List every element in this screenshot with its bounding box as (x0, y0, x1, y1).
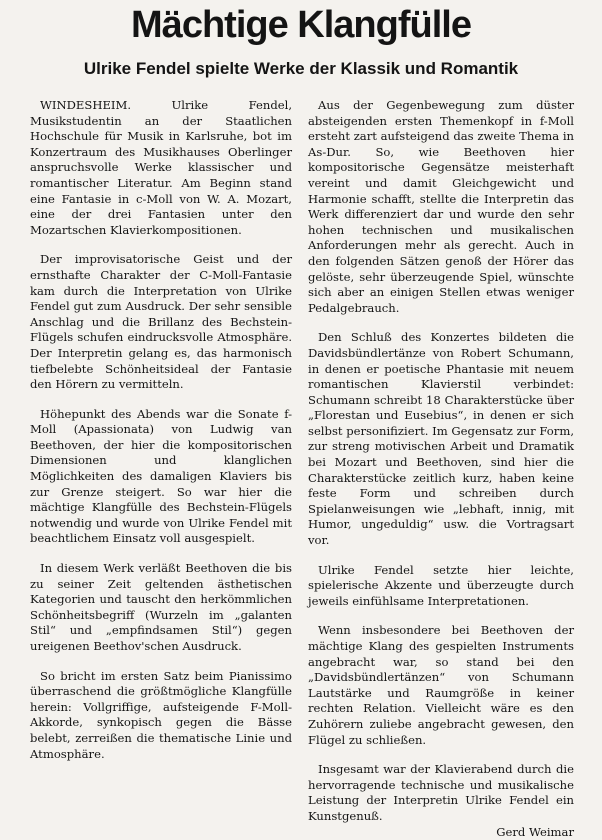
paragraph: Wenn insbesondere bei Beethoven der mächtige Klang des gespielten Instruments angebracht war, so stand bei den „Davidsbündlertänzen“ von Schumann Lautstärke und Raumgröße in keiner rechten Relation. Vielleicht wäre es den Zuhörern zuliebe angebracht gewesen, den Flügel zu schließen. (308, 623, 574, 747)
author-byline: Gerd Weimar (496, 824, 574, 839)
paragraph: WINDESHEIM. Ulrike Fendel, Musikstudentin an der Staatlichen Hochschule für Musik in Karlsruhe, bot im Konzertraum des Musikhauses Oberlinger anspruchsvolle Werke klassischer und romantischer Literatur. Am Beginn stand eine Fantasie in c-Moll von W. A. Mozart, eine der drei Fantasien unter den Mozartschen Klavierkompositionen. (30, 98, 292, 237)
paragraph: Der improvisatorische Geist und der ernsthafte Charakter der C-Moll-Fantasie kam durch die Interpretation von Ulrike Fendel gut zum Ausdruck. Der sehr sensible Anschlag und die Brillanz des Bechstein-Flügels schufen eindrucksvolle Atmosphäre. Der Interpretin gelang es, das harmonisch tiefbelebte Schönheitsideal der Fantasie den Hörern zu vermitteln. (30, 252, 292, 392)
paragraph: So bricht im ersten Satz beim Pianissimo überraschend die größtmögliche Klangfülle herein: Vollgriffige, aufsteigende F-Moll-Akkorde, synkopisch gegen die Bässe belebt, zerreißen die thematische Linie und Atmosphäre. (30, 668, 292, 761)
paragraph: Den Schluß des Konzertes bildeten die Davidsbündlertänze von Robert Schumann, in denen er poetische Phantasie mit neuem romantischen Klavierstil verbindet: Schumann schreibt 18 Charakterstücke über „Florestan und Eusebius“, in denen er sich selbst personifiziert. Im Gegensatz zur Form, zur streng motivischen Arbeit und Dramatik bei Mozart und Beethoven, sind hier die Charakterstücke zeitlich kurz, haben keine feste Form und schreiben durch Spielanweisungen wie „lebhaft, innig, mit Humor, ungeduldig“ usw. die Vortragsart vor. (308, 330, 575, 548)
paragraph: Höhepunkt des Abends war die Sonate f-Moll (Apassionata) von Ludwig van Beethoven, der hier die kompositorischen Dimensionen und klanglichen Möglichkeiten des damaligen Klaviers bis zur Grenze steigert. So war hier die mächtige Klangfülle des Bechstein-Flügels notwendig und wurde von Ulrike Fendel mit beachtlichem Einsatz voll ausgespielt. (30, 406, 292, 546)
paragraph: Aus der Gegenbewegung zum düster absteigenden ersten Themenkopf in f-Moll ersteht zart aufsteigend das zweite Thema in As-Dur. So, wie Beethoven hier kompositorische Gegensätze meisterhaft vereint und damit Gleichgewicht und Harmonie schafft, stellte die Interpretin das Werk differenziert dar und wurde den sehr hohen technischen und musikalischen Anforderungen mehr als gerecht. Auch in den folgenden Sätzen genoß der Hörer das gelöste, sehr überzeugende Spiel, wünschte sich aber an einigen Stellen etwas weniger Pedalgebrauch. (308, 98, 574, 315)
left-column (30, 98, 292, 776)
paragraph: Insgesamt war der Klavierabend durch die hervorragende technische und musikalische Leistung der Interpretin Ulrike Fendel ein Kunstgenuß. (308, 762, 574, 823)
subheadline: Ulrike Fendel spielte Werke der Klassik und Romantik (83, 59, 519, 78)
headline: Mächtige Klangfülle (131, 4, 471, 46)
right-column (308, 98, 574, 840)
paragraph: Ulrike Fendel setzte hier leichte, spielerische Akzente und überzeugte durch jeweils einfühlsame Interpretationen. (308, 562, 574, 608)
paragraph: In diesem Werk verläßt Beethoven die bis zu seiner Zeit geltenden ästhetischen Kategorien und tauscht den herkömmlichen Schönheitsbegriff (Wurzeln im „galanten Stil“ und „empfindsamen Stil“) gegen ureigenen Beethov'schen Ausdruck. (30, 561, 292, 653)
